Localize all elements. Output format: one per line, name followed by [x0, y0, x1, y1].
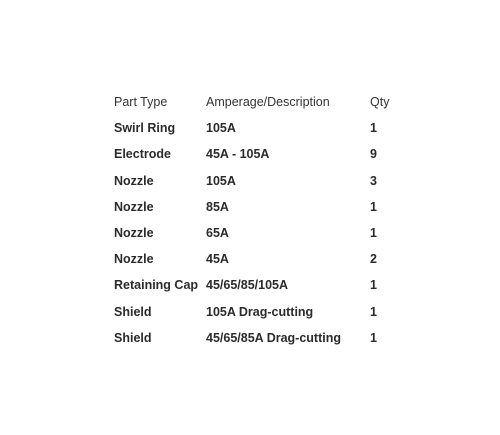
cell-qty: 3 [370, 173, 377, 188]
cell-amperage: 45/65/85/105A [206, 278, 289, 293]
header-qty: Qty [370, 95, 390, 110]
cell-amperage: 105A [206, 121, 236, 136]
table-row [114, 168, 410, 194]
cell-qty: 1 [370, 278, 377, 293]
cell-amperage: 45A - 105A [206, 147, 270, 162]
cell-part-type: Nozzle [114, 252, 154, 267]
header-part-type: Part Type [114, 95, 168, 110]
cell-part-type: Nozzle [114, 199, 154, 214]
cell-part-type: Electrode [114, 147, 171, 162]
table-row [114, 220, 410, 246]
table-row [114, 194, 410, 220]
cell-qty: 1 [370, 304, 377, 319]
cell-amperage: 105A Drag-cutting [206, 304, 314, 319]
header-amperage: Amperage/Description [206, 95, 330, 110]
parts-table [114, 89, 410, 351]
cell-part-type: Nozzle [114, 226, 154, 241]
cell-amperage: 85A [206, 199, 229, 214]
cell-qty: 1 [370, 199, 377, 214]
table-row [114, 141, 410, 167]
cell-qty: 2 [370, 252, 377, 267]
table-row [114, 325, 410, 351]
cell-part-type: Swirl Ring [114, 121, 176, 136]
cell-part-type: Retaining Cap [114, 278, 199, 293]
cell-part-type: Shield [114, 304, 152, 319]
table-row [114, 299, 410, 325]
cell-qty: 1 [370, 330, 377, 345]
table-row [114, 115, 410, 141]
cell-qty: 1 [370, 121, 377, 136]
cell-qty: 9 [370, 147, 377, 162]
cell-part-type: Nozzle [114, 173, 154, 188]
table-header-row [114, 89, 410, 115]
cell-amperage: 45/65/85A Drag-cutting [206, 330, 341, 345]
cell-amperage: 105A [206, 173, 236, 188]
table-row [114, 246, 410, 272]
cell-qty: 1 [370, 226, 377, 241]
cell-amperage: 65A [206, 226, 229, 241]
table-row [114, 272, 410, 298]
cell-amperage: 45A [206, 252, 229, 267]
cell-part-type: Shield [114, 330, 152, 345]
